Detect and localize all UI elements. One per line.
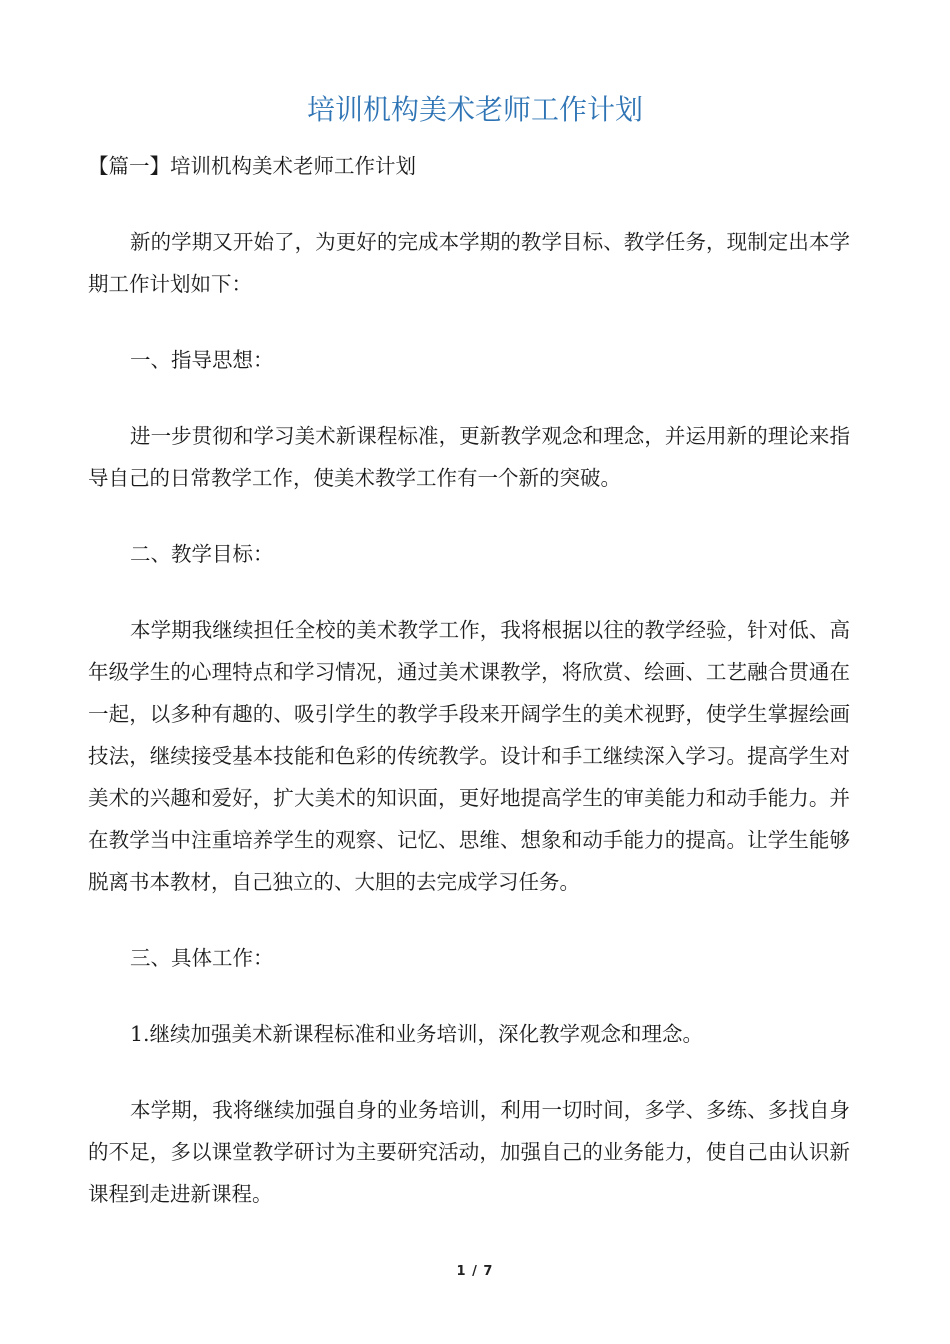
section-heading-3: 三、具体工作： — [130, 946, 274, 970]
section-body-2: 本学期我继续担任全校的美术教学工作，我将根据以往的教学经验，针对低、高年级学生的心理特点和学习情况，通过美术课教学，将欣赏、绘画、工艺融合贯通在一起，以多种有趣的、吸引学生的教学手段来开阔学生的美术视野，使学生掌握绘画技法，继续接受基本技能和色彩的传统教学。设计和手工继续深入学习。提高学生对美术的兴趣和爱好，扩大美术的知识面，更好地提高学生的审美能力和动手能力。并在教学当中注重培养学生的观察、记忆、思维、想象和动手能力的提高。让学生能够脱离书本教材，自己独立的、大胆的去完成学习任务。 — [88, 618, 850, 894]
item-body-1: 本学期，我将继续加强自身的业务培训，利用一切时间，多学、多练、多找自身的不足，多以课堂教学研讨为主要研究活动，加强自己的业务能力，使自己由认识新课程到走进新课程。 — [88, 1098, 850, 1206]
page-number: 1 / 7 — [456, 1264, 494, 1279]
section-body-1: 进一步贯彻和学习美术新课程标准，更新教学观念和理念，并运用新的理论来指导自己的日常教学工作，使美术教学工作有一个新的突破。 — [88, 424, 850, 490]
part-heading: 【篇一】培训机构美术老师工作计划 — [88, 154, 416, 178]
intro-paragraph: 新的学期又开始了，为更好的完成本学期的教学目标、教学任务，现制定出本学期工作计划如下： — [88, 230, 850, 296]
item-heading-1: 1.继续加强美术新课程标准和业务培训，深化教学观念和理念。 — [130, 1022, 704, 1046]
document-body — [88, 145, 850, 1249]
section-heading-1: 一、指导思想： — [130, 348, 274, 372]
document-title: 培训机构美术老师工作计划 — [306, 93, 643, 126]
section-heading-2: 二、教学目标： — [130, 542, 274, 566]
